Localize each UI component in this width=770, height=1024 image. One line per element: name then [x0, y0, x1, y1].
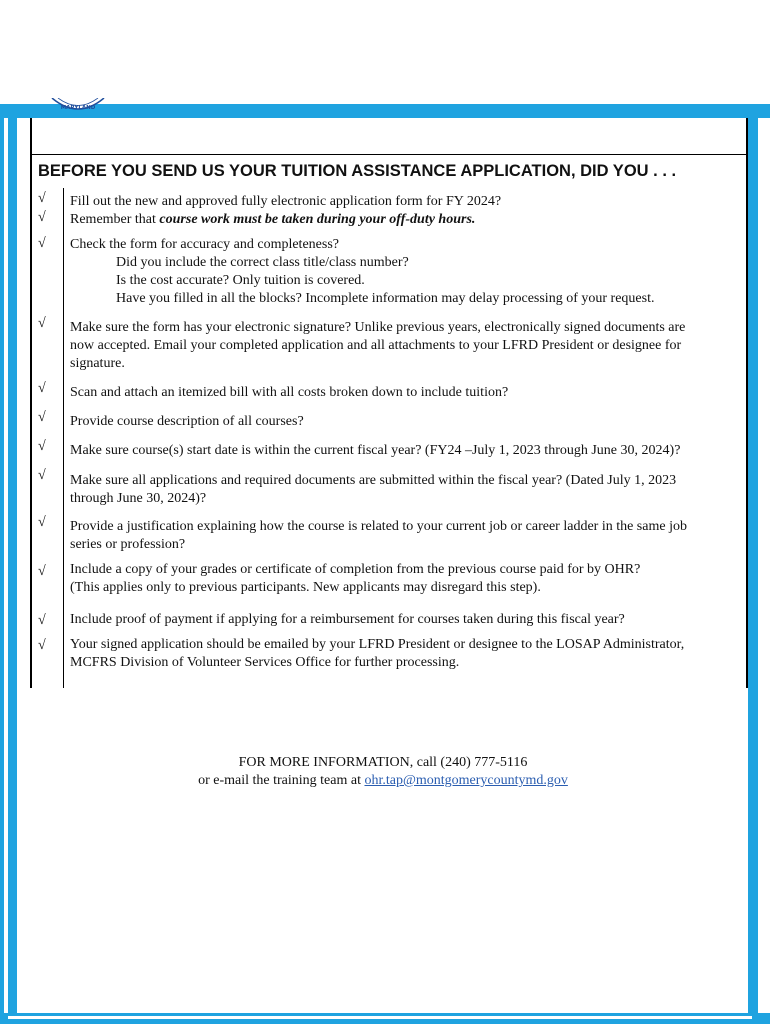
check-mark-icon: √: [38, 439, 46, 454]
checklist-item: Remember that course work must be taken during your off-duty hours.: [70, 212, 476, 227]
page-frame-left-inner: [4, 118, 8, 1024]
checklist-item: Fill out the new and approved fully electronic application form for FY 2024?: [70, 194, 502, 209]
check-mark-icon: √: [38, 638, 46, 653]
check-mark-icon: √: [38, 316, 46, 331]
check-mark-icon: √: [38, 613, 46, 628]
checklist-subitem: Did you include the correct class title/class number?: [116, 255, 409, 270]
checklist-item: Make sure all applications and required documents are submitted within the fiscal year? (Dated July 1, 2023 through June 30, 2024)?: [70, 473, 677, 506]
table-rule-right: [746, 118, 748, 688]
table-rule-heading: [30, 154, 748, 155]
contact-info: FOR MORE INFORMATION, call (240) 777-5116 or e-mail the training team at ohr.tap@montgomerycountymd.gov: [0, 754, 766, 790]
checklist-item: Include a copy of your grades or certificate of completion from the previous course paid for by OHR? (This applies only to previous participants. New applicants may disregard this step).: [70, 562, 641, 595]
emphasis-text: course work must be taken during your off-duty hours.: [159, 212, 476, 227]
checklist-item: Include proof of payment if applying for a reimbursement for courses taken during this fiscal year?: [70, 612, 625, 627]
page-frame-left: [0, 104, 17, 1024]
page-frame-bottom-inner: [8, 1016, 752, 1019]
checklist-heading: BEFORE YOU SEND US YOUR TUITION ASSISTANCE APPLICATION, DID YOU . . .: [38, 162, 677, 180]
check-mark-icon: √: [38, 515, 46, 530]
county-seal-icon: [50, 98, 106, 114]
checklist-subitem: Is the cost accurate? Only tuition is covered.: [116, 273, 365, 288]
svg-text:MARYLAND: MARYLAND: [60, 105, 96, 111]
check-mark-icon: √: [38, 381, 46, 396]
email-link[interactable]: ohr.tap@montgomerycountymd.gov: [364, 773, 568, 788]
check-mark-icon: √: [38, 564, 46, 579]
page-frame-top: [0, 104, 770, 118]
checklist-item: Your signed application should be emailed by your LFRD President or designee to the LOSAP Administrator, MCFRS Division of Volunteer Services Office for further processing.: [70, 637, 685, 670]
checklist-item: Check the form for accuracy and completeness?: [70, 237, 339, 252]
table-rule-left: [30, 118, 32, 688]
table-rule-check-column: [63, 188, 64, 688]
checklist-item: Provide a justification explaining how the course is related to your current job or career ladder in the same job series or profession?: [70, 519, 687, 552]
checklist-item: Provide course description of all courses?: [70, 414, 304, 429]
check-mark-icon: √: [38, 468, 46, 483]
checklist-item: Make sure the form has your electronic signature? Unlike previous years, electronically signed documents are now accepted. Email your completed application and all attachments to your LFRD President or designee for signature.: [70, 320, 686, 371]
checklist-subitem: Have you filled in all the blocks? Incomplete information may delay processing of your request.: [116, 291, 655, 306]
page-frame-right: [748, 104, 758, 1024]
check-mark-icon: √: [38, 236, 46, 251]
check-mark-icon: √: [38, 191, 46, 206]
checklist-item: Scan and attach an itemized bill with all costs broken down to include tuition?: [70, 385, 509, 400]
check-mark-icon: √: [38, 210, 46, 225]
check-mark-icon: √: [38, 410, 46, 425]
phone-line: FOR MORE INFORMATION, call (240) 777-5116: [238, 755, 528, 770]
checklist-item: Make sure course(s) start date is within the current fiscal year? (FY24 –July 1, 2023 through June 30, 2024)?: [70, 443, 681, 458]
